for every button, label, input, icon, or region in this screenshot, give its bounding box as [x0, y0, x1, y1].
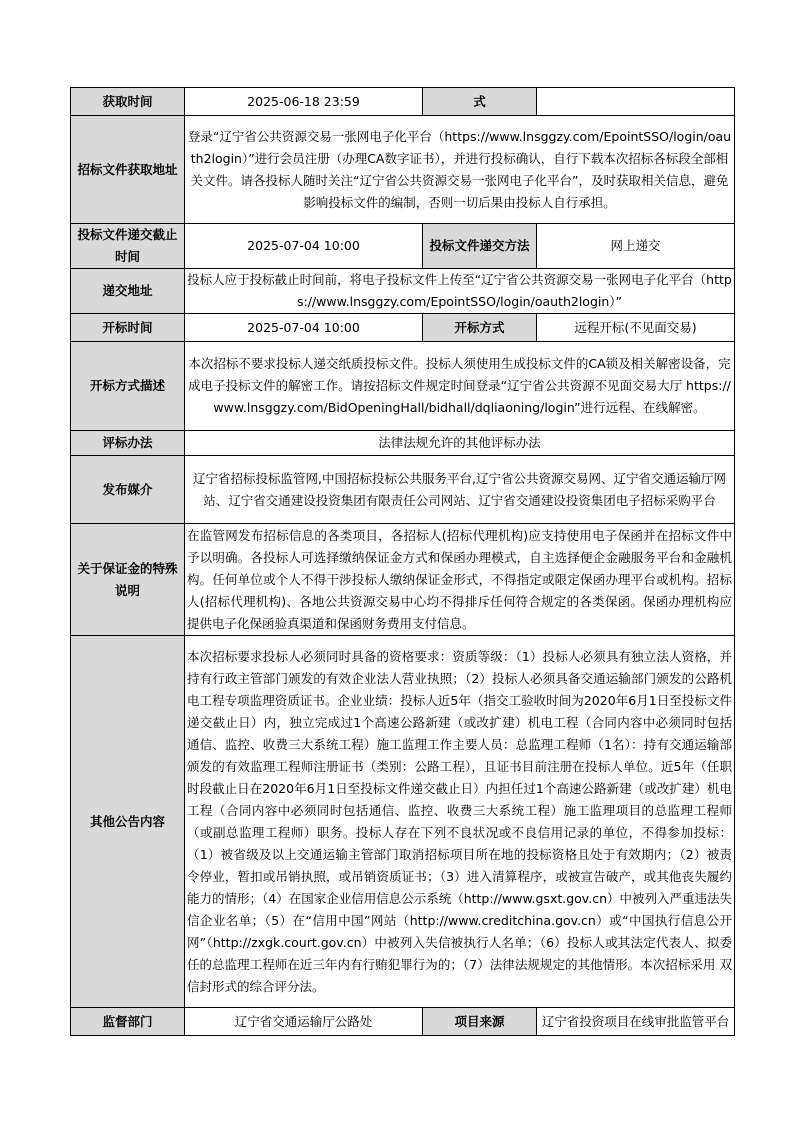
opening-method-label: 开标方式	[423, 314, 537, 342]
file-acquire-address-value: 登录“辽宁省公共资源交易一张网电子化平台（https://www.lnsggzy.com/EpointSSO/login/oauth2login）”进行会员注册（办理CA数字证书），并进行投标确认，自行下载本次招标各标段全部相关文件。请各投标人随时关注“辽宁省公共资源交易一张网电子化平台”，及时获取相关信息，避免影响投标文件的编制，否则一切后果由投标人自行承担。	[185, 116, 735, 224]
row-file-acquire-address	[71, 116, 735, 224]
submission-method-label: 投标文件递交方法	[423, 224, 537, 269]
row-opening-description	[71, 342, 735, 431]
submission-deadline-label: 投标文件递交截止时间	[71, 224, 185, 269]
row-supervision	[71, 1008, 735, 1036]
row-submission-address	[71, 269, 735, 314]
row-deposit-notes	[71, 524, 735, 636]
row-other-content	[71, 636, 735, 1008]
acquire-time-value: 2025-06-18 23:59	[185, 88, 423, 116]
row-submission-deadline	[71, 224, 735, 269]
project-source-label: 项目来源	[423, 1008, 537, 1036]
submission-address-label: 递交地址	[71, 269, 185, 314]
row-acquire-time	[71, 88, 735, 116]
publishing-media-label: 发布媒介	[71, 456, 185, 524]
submission-address-value: 投标人应于投标截止时间前，将电子投标文件上传至“辽宁省公共资源交易一张网电子化平台（https://www.lnsggzy.com/EpointSSO/login/oauth2login）”	[185, 269, 735, 314]
submission-deadline-value: 2025-07-04 10:00	[185, 224, 423, 269]
deposit-notes-value: 在监管网发布招标信息的各类项目，各招标人(招标代理机构)应支持使用电子保函并在招标文件中予以明确。各投标人可选择缴纳保证金方式和保函办理模式，自主选择便企金融服务平台和金融机构。任何单位或个人不得干涉投标人缴纳保证金形式，不得指定或限定保函办理平台或机构。招标人(招标代理机构)、各地公共资源交易中心均不得排斥任何符合规定的各类保函。保函办理机构应提供电子化保函验真渠道和保函财务费用支付信息。	[185, 524, 735, 636]
opening-time-value: 2025-07-04 10:00	[185, 314, 423, 342]
opening-description-value: 本次招标不要求投标人递交纸质投标文件。投标人须使用生成投标文件的CA锁及相关解密设备，完成电子投标文件的解密工作。请按招标文件规定时间登录“辽宁省公共资源不见面交易大厅 https://www.lnsggzy.com/BidOpeningHall/bidhall/dqliaoning/login”进行远程、在线解密。	[185, 342, 735, 431]
acquire-method-value	[537, 88, 735, 116]
other-content-label: 其他公告内容	[71, 636, 185, 1008]
supervision-value: 辽宁省交通运输厅公路处	[185, 1008, 423, 1036]
publishing-media-value: 辽宁省招标投标监管网,中国招标投标公共服务平台,辽宁省公共资源交易网、辽宁省交通运输厅网站、辽宁省交通建设投资集团有限责任公司网站、辽宁省交通建设投资集团电子招标采购平台	[185, 456, 735, 524]
other-content-value: 本次招标要求投标人必须同时具备的资格要求：资质等级：（1）投标人必须具有独立法人资格，并持有行政主管部门颁发的有效企业法人营业执照；（2）投标人必须具备交通运输部门颁发的公路机电工程专项监理资质证书。企业业绩：投标人近5年（指交工验收时间为2020年6月1日至投标文件递交截止日）内，独立完成过1个高速公路新建（或改扩建）机电工程（合同内容中必须同时包括通信、监控、收费三大系统工程）施工监理工作主要人员：总监理工程师（1名）：持有交通运输部颁发的有效监理工程师注册证书（类别：公路工程），且证书目前注册在投标人单位。近5年（任职时段截止日在2020年6月1日至投标文件递交截止日）内担任过1个高速公路新建（或改扩建）机电工程（合同内容中必须同时包括通信、监控、收费三大系统工程）施工监理项目的总监理工程师（或副总监理工程师）职务。投标人存在下列不良状况或不良信用记录的单位，不得参加投标：（1）被省级及以上交通运输主管部门取消招标项目所在地的投标资格且处于有效期内；（2）被责令停业，暂扣或吊销执照，或吊销资质证书；（3）进入清算程序，或被宣告破产，或其他丧失履约能力的情形；（4）在国家企业信用信息公示系统（http://www.gsxt.gov.cn）中被列入严重违法失信企业名单；（5）在“信用中国”网站（http://www.creditchina.gov.cn）或“中国执行信息公开网”（http://zxgk.court.gov.cn）中被列入失信被执行人名单；（6）投标人或其法定代表人、拟委任的总监理工程师在近三年内有行贿犯罪行为的；（7）法律法规规定的其他情形。本次招标采用 双信封形式的综合评分法。	[185, 636, 735, 1008]
supervision-label: 监督部门	[71, 1008, 185, 1036]
row-opening-time	[71, 314, 735, 342]
notice-table	[70, 87, 735, 1036]
acquire-method-label: 式	[423, 88, 537, 116]
evaluation-method-value: 法律法规允许的其他评标办法	[185, 431, 735, 456]
opening-description-label: 开标方式描述	[71, 342, 185, 431]
row-publishing-media	[71, 456, 735, 524]
acquire-time-label: 获取时间	[71, 88, 185, 116]
opening-method-value: 远程开标(不见面交易)	[537, 314, 735, 342]
file-acquire-address-label: 招标文件获取地址	[71, 116, 185, 224]
row-evaluation-method	[71, 431, 735, 456]
project-source-value: 辽宁省投资项目在线审批监管平台	[537, 1008, 735, 1036]
submission-method-value: 网上递交	[537, 224, 735, 269]
opening-time-label: 开标时间	[71, 314, 185, 342]
deposit-notes-label: 关于保证金的特殊说明	[71, 524, 185, 636]
evaluation-method-label: 评标办法	[71, 431, 185, 456]
